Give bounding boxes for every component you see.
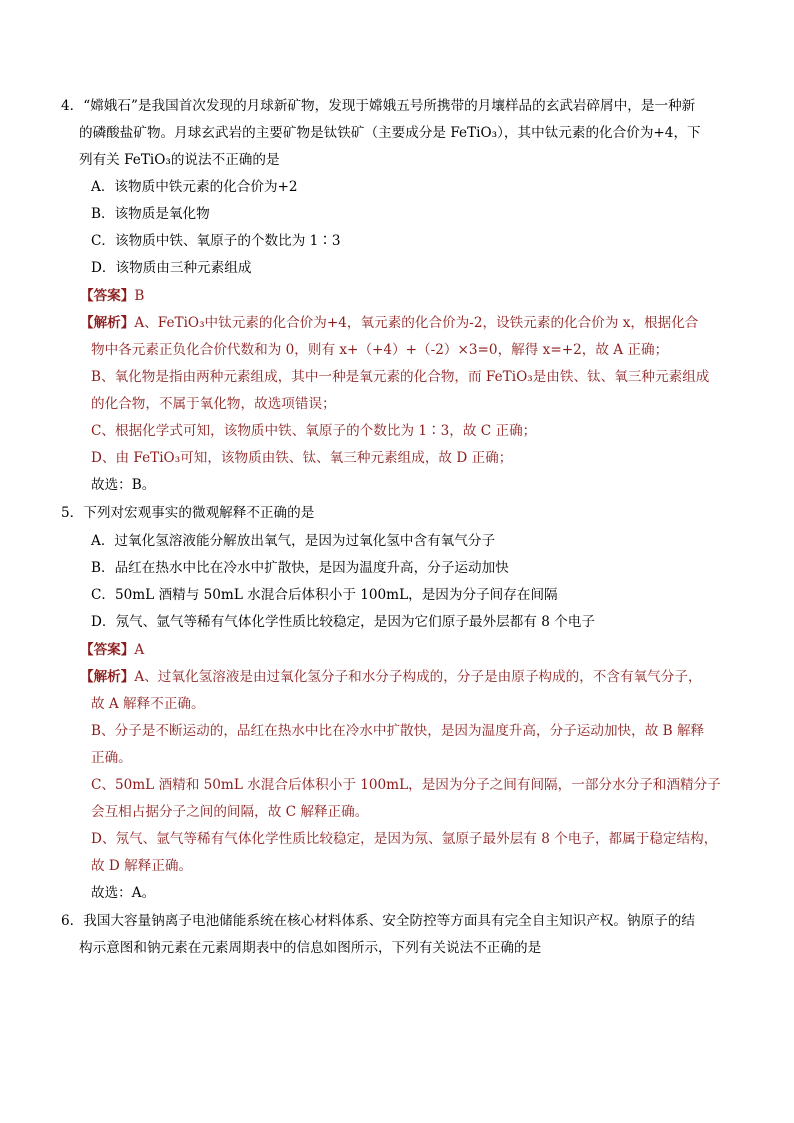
q4-option-c: C．该物质中铁、氧原子的个数比为 1∶3 bbox=[91, 233, 341, 249]
q4-analysis-line-1 bbox=[80, 314, 698, 332]
q5-analysis-line-6: 会互相占据分子之间的间隔，故 C 解释正确。 bbox=[91, 804, 369, 820]
q5-option-b: B．品红在热水中比在冷水中扩散快，是因为温度升高，分子运动加快 bbox=[91, 560, 509, 576]
answer-tag: 【答案】 bbox=[80, 642, 135, 658]
q4-analysis-line-3: B、氧化物是指由两种元素组成，其中一种是氧元素的化合物，而 FeTiO₃是由铁、钛、氧三种元素组成 bbox=[91, 369, 710, 385]
q4-option-a: A．该物质中铁元素的化合价为+2 bbox=[91, 179, 298, 195]
q6-stem-line-2: 构示意图和钠元素在元素周期表中的信息如图所示，下列有关说法不正确的是 bbox=[79, 940, 542, 956]
q4-analysis-line-2: 物中各元素正负化合价代数和为 0，则有 x+（+4）+（-2）×3=0，解得 x=+2，故 A 正确； bbox=[91, 342, 669, 358]
q4-stem-line-3: 列有关 FeTiO₃的说法不正确的是 bbox=[79, 152, 280, 168]
analysis-text: A、过氧化氢溶液是由过氧化氢分子和水分子构成的，分子是由原子构成的，不含有氧气分子， bbox=[134, 669, 702, 685]
q5-analysis-line-3: B、分子是不断运动的，品红在热水中比在冷水中扩散快，是因为温度升高，分子运动加快，故 B 解释 bbox=[91, 723, 705, 739]
analysis-tag: 【解析】 bbox=[80, 669, 135, 685]
q5-analysis-line-2: 故 A 解释不正确。 bbox=[91, 696, 205, 712]
q5-analysis-line-5: C、50mL 酒精和 50mL 水混合后体积小于 100mL，是因为分子之间有间隔，一部分水分子和酒精分子 bbox=[91, 777, 721, 793]
q5-conclusion: 故选：A。 bbox=[91, 885, 156, 901]
q4-conclusion: 故选：B。 bbox=[91, 477, 156, 493]
q5-option-a: A．过氧化氢溶液能分解放出氧气，是因为过氧化氢中含有氧气分子 bbox=[91, 533, 496, 549]
q5-analysis-line-4: 正确。 bbox=[91, 750, 132, 766]
q5-answer-line bbox=[80, 641, 144, 659]
answer-value: A bbox=[134, 642, 145, 658]
q5-option-d: D．氖气、氩气等稀有气体化学性质比较稳定，是因为它们原子最外层都有 8 个电子 bbox=[91, 614, 595, 630]
q4-analysis-line-5: C、根据化学式可知，该物质中铁、氧原子的个数比为 1∶3，故 C 正确； bbox=[91, 423, 537, 439]
q4-answer-line bbox=[80, 287, 144, 305]
answer-value: B bbox=[134, 288, 145, 304]
analysis-tag: 【解析】 bbox=[80, 315, 135, 331]
q5-option-c: C．50mL 酒精与 50mL 水混合后体积小于 100mL，是因为分子间存在间隔 bbox=[91, 587, 558, 603]
q4-stem-line-1: 4．“嫦娥石”是我国首次发现的月球新矿物，发现于嫦娥五号所携带的月壤样品的玄武岩碎屑中，是一种新 bbox=[61, 98, 696, 114]
q4-analysis-line-6: D、由 FeTiO₃可知，该物质由铁、钛、氧三种元素组成，故 D 正确； bbox=[91, 450, 513, 466]
q4-stem-line-2: 的磷酸盐矿物。月球玄武岩的主要矿物是钛铁矿（主要成分是 FeTiO₃），其中钛元素的化合价为+4，下 bbox=[79, 125, 701, 141]
q4-option-d: D．该物质由三种元素组成 bbox=[91, 260, 252, 276]
q5-analysis-line-8: 故 D 解释正确。 bbox=[91, 858, 193, 874]
q4-option-b: B．该物质是氧化物 bbox=[91, 206, 210, 222]
q5-analysis-line-1 bbox=[80, 668, 702, 686]
answer-tag: 【答案】 bbox=[80, 288, 135, 304]
q5-stem: 5．下列对宏观事实的微观解释不正确的是 bbox=[61, 505, 315, 521]
q4-analysis-line-4: 的化合物，不属于氧化物，故选项错误； bbox=[91, 396, 336, 412]
q5-analysis-line-7: D、氖气、氩气等稀有气体化学性质比较稳定，是因为氖、氩原子最外层有 8 个电子，都属于稳定结构， bbox=[91, 831, 718, 847]
q6-stem-line-1: 6．我国大容量钠离子电池储能系统在核心材料体系、安全防控等方面具有完全自主知识产权。钠原子的结 bbox=[61, 913, 695, 929]
analysis-text: A、FeTiO₃中钛元素的化合价为+4，氧元素的化合价为-2，设铁元素的化合价为 x，根据化合 bbox=[134, 315, 699, 331]
